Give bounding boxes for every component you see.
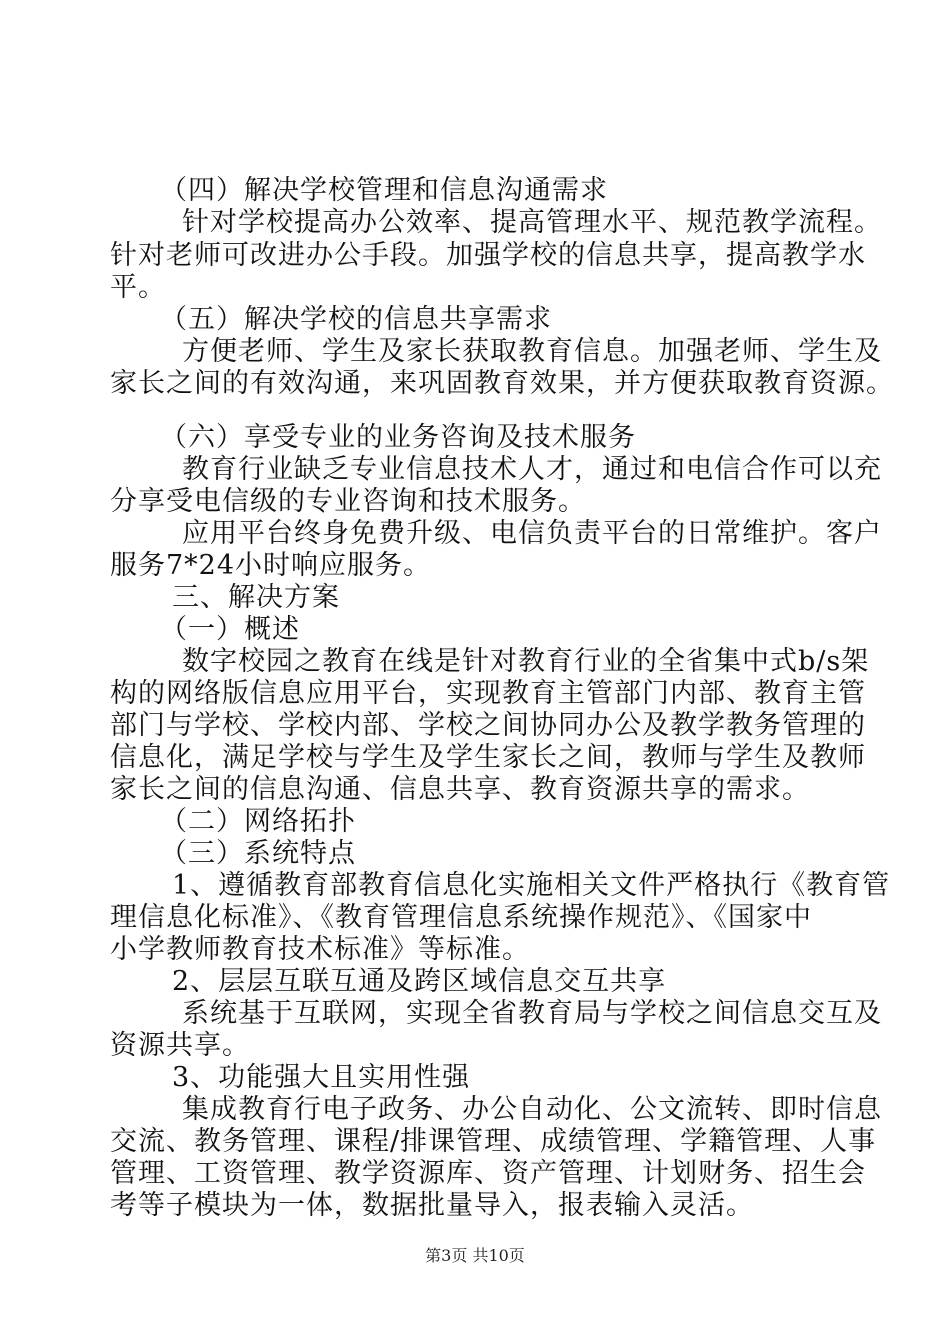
- heading-chapter-3: 三、解决方案: [172, 582, 340, 613]
- heading-overview: （一）概述: [160, 614, 300, 645]
- paragraph-line: 信息化，满足学校与学生及学生家长之间，教师与学生及教师: [110, 742, 866, 773]
- heading-section-4: （四）解决学校管理和信息沟通需求: [160, 175, 608, 206]
- paragraph-line: 平。: [110, 272, 166, 303]
- heading-network-topology: （二）网络拓扑: [160, 806, 356, 837]
- heading-section-6: （六）享受专业的业务咨询及技术服务: [160, 422, 636, 453]
- paragraph-line: 小学教师教育技术标准》等标准。: [110, 934, 530, 965]
- paragraph-line: 资源共享。: [110, 1030, 250, 1061]
- paragraph-line: 数字校园之教育在线是针对教育行业的全省集中式b/s架: [182, 646, 870, 677]
- paragraph-line: 管理、工资管理、教学资源库、资产管理、计划财务、招生会: [110, 1158, 866, 1189]
- heading-section-5: （五）解决学校的信息共享需求: [160, 304, 552, 335]
- heading-system-features: （三）系统特点: [160, 838, 356, 869]
- page-number-footer: 第3页 共10页: [425, 1246, 525, 1265]
- paragraph-line: 家长之间的有效沟通，来巩固教育效果，并方便获取教育资源。: [110, 368, 894, 399]
- feature-item-2: 2、层层互联互通及跨区域信息交互共享: [172, 966, 667, 997]
- paragraph-line: 方便老师、学生及家长获取教育信息。加强老师、学生及: [182, 336, 882, 367]
- paragraph-line: 交流、教务管理、课程/排课管理、成绩管理、学籍管理、人事: [110, 1126, 877, 1157]
- paragraph-line: 服务7*24小时响应服务。: [110, 550, 432, 581]
- feature-item-1: 1、遵循教育部教育信息化实施相关文件严格执行《教育管: [172, 870, 891, 901]
- paragraph-line: 部门与学校、学校内部、学校之间协同办公及教学教务管理的: [110, 710, 866, 741]
- paragraph-line: 教育行业缺乏专业信息技术人才，通过和电信合作可以充: [182, 454, 882, 485]
- paragraph-line: 考等子模块为一体，数据批量导入，报表输入灵活。: [110, 1190, 754, 1221]
- paragraph-line: 家长之间的信息沟通、信息共享、教育资源共享的需求。: [110, 774, 810, 805]
- paragraph-line: 应用平台终身免费升级、电信负责平台的日常维护。客户: [182, 518, 882, 549]
- paragraph-line: 集成教育行电子政务、办公自动化、公文流转、即时信息: [182, 1094, 882, 1125]
- paragraph-line: 分享受电信级的专业咨询和技术服务。: [110, 486, 586, 517]
- paragraph-line: 理信息化标准》、《教育管理信息系统操作规范》、《国家中: [110, 902, 812, 933]
- paragraph-line: 针对老师可改进办公手段。加强学校的信息共享，提高教学水: [110, 240, 866, 271]
- feature-item-3: 3、功能强大且实用性强: [172, 1062, 471, 1093]
- paragraph-line: 针对学校提高办公效率、提高管理水平、规范教学流程。: [182, 207, 882, 238]
- paragraph-line: 构的网络版信息应用平台，实现教育主管部门内部、教育主管: [110, 678, 866, 709]
- paragraph-line: 系统基于互联网，实现全省教育局与学校之间信息交互及: [182, 998, 882, 1029]
